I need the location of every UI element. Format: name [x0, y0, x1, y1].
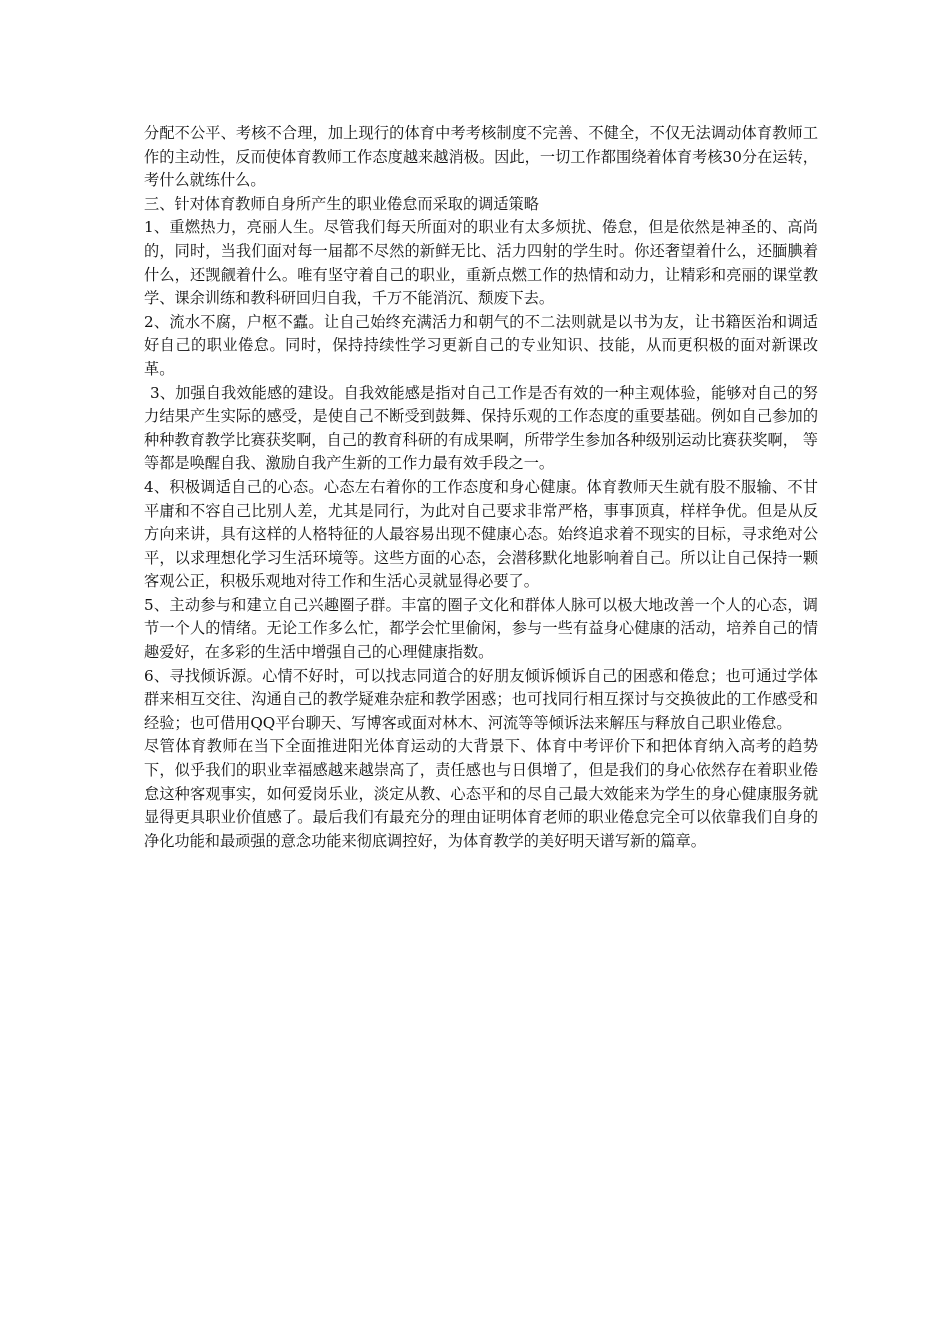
document-body: [144, 122, 818, 853]
paragraph-strategy-1: 1、重燃热力，亮丽人生。尽管我们每天所面对的职业有太多烦扰、倦怠，但是依然是神圣的、高尚的，同时，当我们面对每一届都不尽然的新鲜无比、活力四射的学生时。你还奢望着什么，还腼腆着什么，还觊觎着什么。唯有坚守着自己的职业，重新点燃工作的热情和动力，让精彩和亮丽的课堂教学、课余训练和教科研回归自我，千万不能消沉、颓废下去。: [144, 218, 818, 308]
section-heading-3: 三、针对体育教师自身所产生的职业倦怠而采取的调适策略: [144, 194, 539, 213]
paragraph-intro-continuation: 分配不公平、考核不合理，加上现行的体育中考考核制度不完善、不健全，不仅无法调动体育教师工作的主动性，反而使体育教师工作态度越来越消极。因此，一切工作都围绕着体育考核30分在运转，考什么就练什么。: [144, 124, 818, 190]
paragraph-strategy-3: 3、加强自我效能感的建设。自我效能感是指对自己工作是否有效的一种主观体验，能够对自己的努力结果产生实际的感受，是使自己不断受到鼓舞、保持乐观的工作态度的重要基础。例如自己参加的种种教育教学比赛获奖啊，自己的教育科研的有成果啊，所带学生参加各种级别运动比赛获奖啊， 等等都是唤醒自我、激励自我产生新的工作力最有效手段之一。: [144, 383, 818, 473]
paragraph-conclusion: 尽管体育教师在当下全面推进阳光体育运动的大背景下、体育中考评价下和把体育纳入高考的趋势下，似乎我们的职业幸福感越来越崇高了，责任感也与日俱增了，但是我们的身心依然存在着职业倦怠这种客观事实，如何爱岗乐业，淡定从教、心态平和的尽自己最大效能来为学生的身心健康服务就显得更具职业价值感了。最后我们有最充分的理由证明体育老师的职业倦怠完全可以依靠我们自身的净化功能和最顽强的意念功能来彻底调控好，为体育教学的美好明天谱写新的篇章。: [144, 737, 818, 850]
paragraph-strategy-4: 4、积极调适自己的心态。心态左右着你的工作态度和身心健康。体育教师天生就有股不服输、不甘平庸和不容自己比别人差，尤其是同行，为此对自己要求非常严格，事事顶真，样样争优。但是从反方向来讲，具有这样的人格特征的人最容易出现不健康心态。始终追求着不现实的目标，寻求绝对公平，以求理想化学习生活环境等。这些方面的心态，会潜移默化地影响着自己。所以让自己保持一颗客观公正，积极乐观地对待工作和生活心灵就显得必要了。: [144, 477, 818, 591]
paragraph-strategy-2: 2、流水不腐，户枢不蠹。让自己始终充满活力和朝气的不二法则就是以书为友，让书籍医治和调适好自己的职业倦怠。同时，保持持续性学习更新自己的专业知识、技能，从而更积极的面对新课改革。: [144, 312, 818, 378]
paragraph-strategy-6: 6、寻找倾诉源。心情不好时，可以找志同道合的好朋友倾诉倾诉自己的困惑和倦怠；也可通过学体群来相互交往、沟通自己的教学疑难杂症和教学困惑；也可找同行相互探讨与交换彼此的工作感受和经验；也可借用QQ平台聊天、写博客或面对林木、河流等等倾诉法来解压与释放自己职业倦怠。: [144, 666, 818, 732]
paragraph-strategy-5: 5、主动参与和建立自己兴趣圈子群。丰富的圈子文化和群体人脉可以极大地改善一个人的心态，调节一个人的情绪。无论工作多么忙，都学会忙里偷闲，参与一些有益身心健康的活动，培养自己的情趣爱好，在多彩的生活中增强自己的心理健康指数。: [144, 595, 818, 662]
